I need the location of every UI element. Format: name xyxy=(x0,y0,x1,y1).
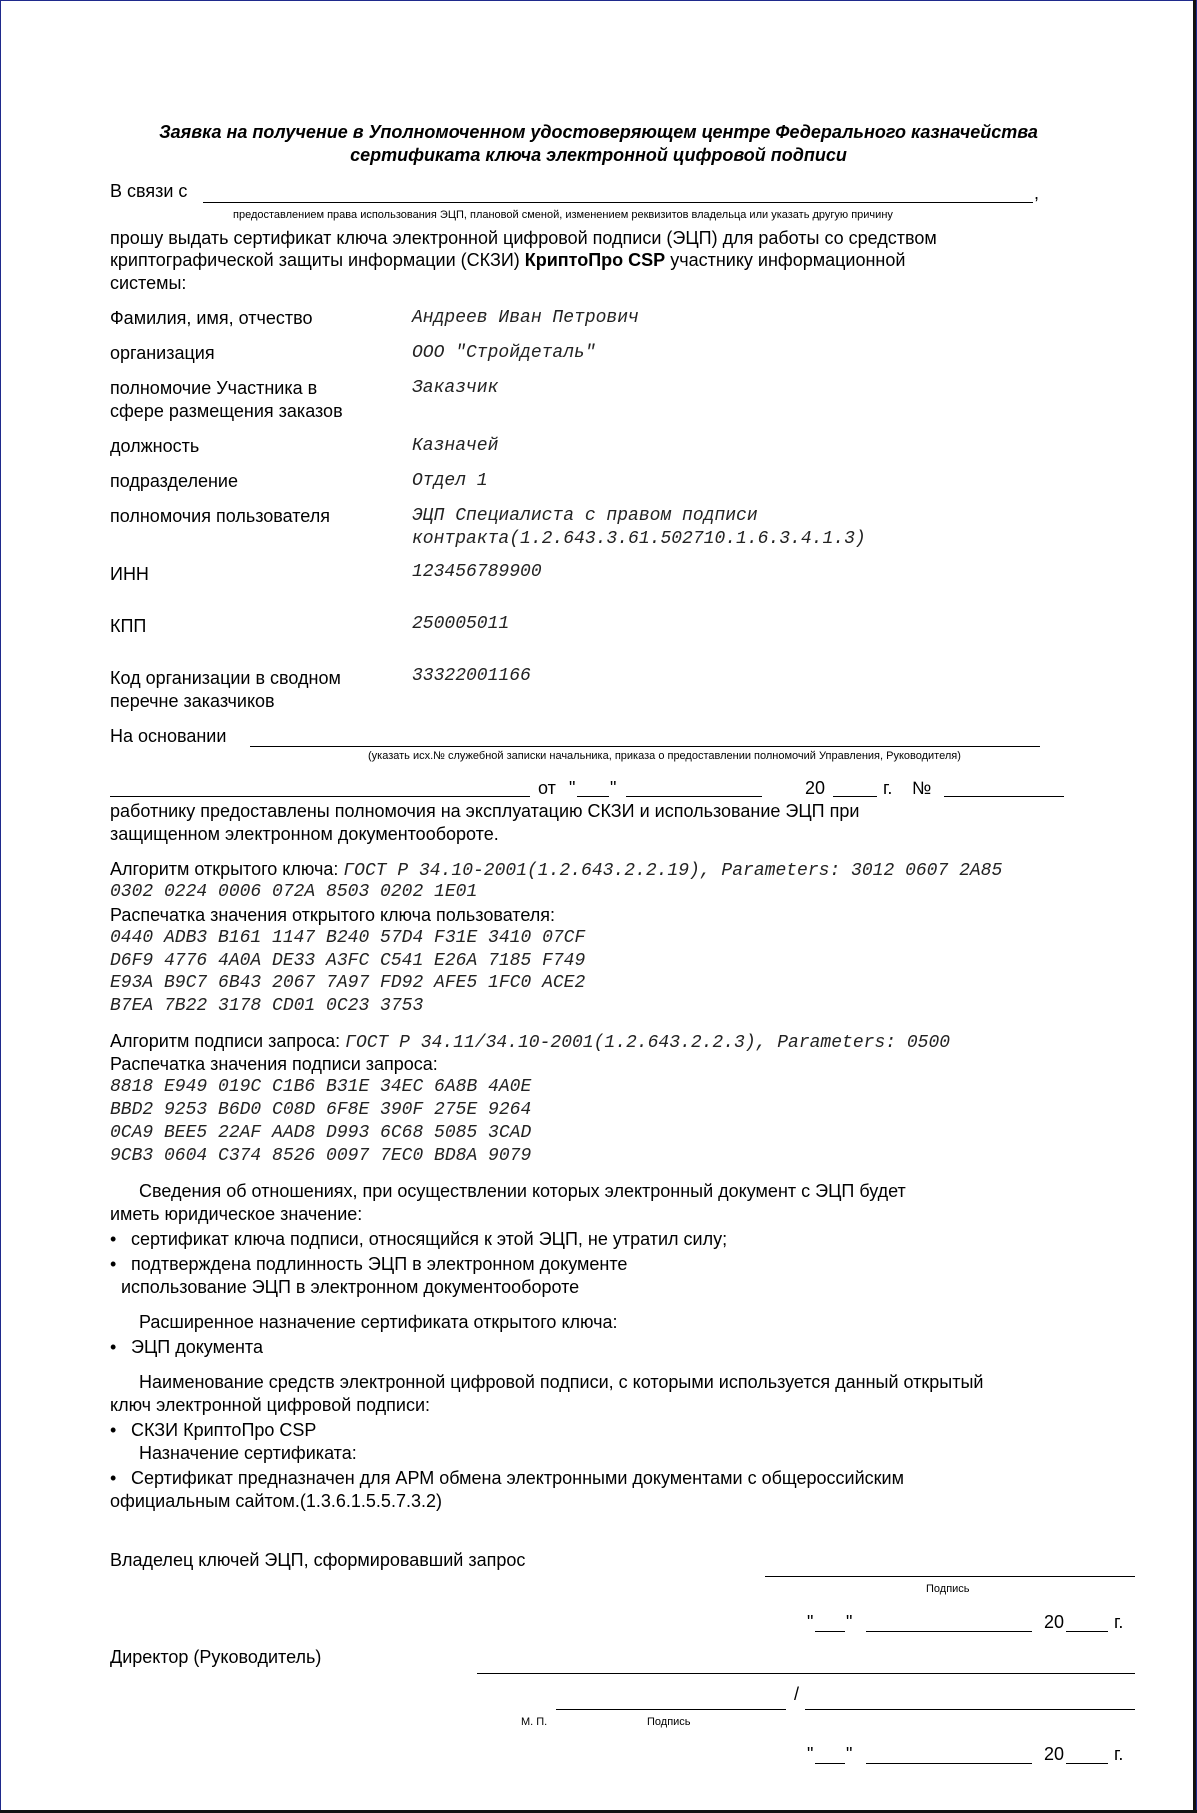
purpose-bullet: • xyxy=(110,1468,117,1488)
owner-signature-hint: Подпись xyxy=(926,1583,970,1595)
org-label: организация xyxy=(110,343,215,363)
pubkey-print-line: D6F9 4776 4A0A DE33 A3FC C541 E26A 7185 F749 xyxy=(110,951,586,971)
basis-text-line2: защищенном электронном документообороте. xyxy=(110,824,499,844)
extended-purpose-title: Расширенное назначение сертификата открытого ключа: xyxy=(139,1312,618,1332)
tools-bullet: • xyxy=(110,1420,117,1440)
fio-label: Фамилия, имя, отчество xyxy=(110,308,313,328)
user-authority-value-line2: контракта(1.2.643.3.61.502710.1.6.3.4.1.3) xyxy=(412,529,866,549)
basis-quote-open: " xyxy=(569,778,576,798)
tools-intro-line1: Наименование средств электронной цифровой подписи, с которыми используется данный открытый xyxy=(139,1372,984,1392)
signature-algo: Алгоритм подписи запроса: ГОСТ Р 34.11/34.10-2001(1.2.643.2.2.3), Parameters: 0500 xyxy=(110,1031,951,1053)
org-code-value: 33322001166 xyxy=(412,666,531,686)
signature-print-line: 9CB3 0604 C374 8526 0097 7EC0 BD8A 9079 xyxy=(110,1146,532,1166)
pubkey-print-line: 0440 ADB3 B161 1147 B240 57D4 F31E 3410 07CF xyxy=(110,928,586,948)
relations-item2: подтверждена подлинность ЭЦП в электронном документе xyxy=(131,1254,628,1274)
relations-item1: сертификат ключа подписи, относящийся к этой ЭЦП, не утратил силу; xyxy=(131,1229,728,1249)
relations-bullet: • xyxy=(110,1229,117,1249)
basis-number-line xyxy=(944,796,1064,797)
signature-print-label: Распечатка значения подписи запроса: xyxy=(110,1054,438,1074)
basis-doc-line xyxy=(110,796,530,797)
basis-label: На основании xyxy=(110,726,227,746)
basis-fill-line xyxy=(250,746,1040,747)
position-value: Казначей xyxy=(412,436,499,456)
request-line1: прошу выдать сертификат ключа электронной цифровой подписи (ЭЦП) для работы со средством xyxy=(110,228,937,248)
director-year-prefix: 20 xyxy=(1044,1744,1065,1764)
pubkey-print-line: E93A B9C7 6B43 2067 7A97 FD92 AFE5 1FC0 ACE2 xyxy=(110,973,586,993)
basis-year-prefix: 20 xyxy=(805,778,826,798)
relations-intro-line1: Сведения об отношениях, при осуществлении которых электронный документ с ЭЦП будет xyxy=(139,1181,906,1201)
basis-year-suffix: г. xyxy=(883,778,893,798)
signature-print-line: 0CA9 BEE5 22AF AAD8 D993 6C68 5085 3CAD xyxy=(110,1123,532,1143)
tools-item1: СКЗИ КриптоПро CSP xyxy=(131,1420,317,1440)
director-day-line xyxy=(815,1763,845,1764)
basis-number-sign: № xyxy=(912,778,932,798)
org-code-label-line1: Код организации в сводном xyxy=(110,668,341,688)
director-month-line xyxy=(866,1763,1032,1764)
authority-value: Заказчик xyxy=(412,378,499,398)
relations-item2-continuation: использование ЭЦП в электронном документообороте xyxy=(121,1277,580,1297)
owner-year-prefix: 20 xyxy=(1044,1612,1065,1632)
org-code-label-line2: перечне заказчиков xyxy=(110,691,275,711)
user-authority-label: полномочия пользователя xyxy=(110,506,330,526)
reason-hint: предоставлением права использования ЭЦП, плановой сменой, изменением реквизитов владельца или указать другую причину xyxy=(233,209,893,221)
reason-label: В связи с xyxy=(110,181,188,201)
relations-bullet: • xyxy=(110,1254,117,1274)
authority-label-line2: сфере размещения заказов xyxy=(110,401,343,421)
owner-day-line xyxy=(815,1631,845,1632)
document-title-line1: Заявка на получение в Уполномоченном удостоверяющем центре Федерального казначейства xyxy=(159,122,1038,142)
request-line3: системы: xyxy=(110,273,187,293)
page-shadow-right xyxy=(1193,0,1196,1813)
kpp-label: КПП xyxy=(110,616,147,636)
signature-print-line: BBD2 9253 B6D0 C08D 6F8E 390F 275E 9264 xyxy=(110,1100,532,1120)
pubkey-algo: Алгоритм открытого ключа: ГОСТ Р 34.10-2001(1.2.643.2.2.19), Parameters: 3012 0607 2A85 xyxy=(110,859,1003,881)
owner-month-line xyxy=(866,1631,1032,1632)
fio-value: Андреев Иван Петрович xyxy=(412,308,639,328)
basis-month-line xyxy=(626,796,762,797)
owner-year-suffix: г. xyxy=(1114,1612,1124,1632)
position-label: должность xyxy=(110,436,200,456)
department-label: подразделение xyxy=(110,471,238,491)
relations-intro-line2: иметь юридическое значение: xyxy=(110,1204,363,1224)
pubkey-print-line: B7EA 7B22 3178 CD01 0C23 3753 xyxy=(110,996,424,1016)
user-authority-value-line1: ЭЦП Специалиста с правом подписи xyxy=(412,506,758,526)
basis-hint: (указать исх.№ служебной записки начальника, приказа о предоставлении полномочий Управления, Руководителя) xyxy=(368,750,961,762)
pubkey-print-label: Распечатка значения открытого ключа пользователя: xyxy=(110,905,556,925)
purpose-title: Назначение сертификата: xyxy=(139,1443,357,1463)
director-quote-open: " xyxy=(807,1744,814,1764)
signature-print-line: 8818 E949 019C C1B6 B31E 34EC 6A8B 4A0E xyxy=(110,1077,532,1097)
request-line2: криптографической защиты информации (СКЗИ) КриптоПро CSP участнику информационной xyxy=(110,250,906,270)
reason-comma: , xyxy=(1034,183,1040,203)
owner-signature-line xyxy=(765,1576,1135,1577)
reason-fill-line xyxy=(203,202,1033,203)
pubkey-algo-value-line2: 0302 0224 0006 072A 8503 0202 1E01 xyxy=(110,882,478,902)
tools-intro-line2: ключ электронной цифровой подписи: xyxy=(110,1395,431,1415)
basis-from: от xyxy=(538,778,556,798)
director-label: Директор (Руководитель) xyxy=(110,1647,322,1667)
inn-value: 123456789900 xyxy=(412,562,542,582)
basis-quote-close: " xyxy=(610,778,617,798)
owner-quote-close: " xyxy=(846,1612,853,1632)
director-year-line xyxy=(1066,1763,1108,1764)
extended-item1: ЭЦП документа xyxy=(131,1337,263,1357)
director-quote-close: " xyxy=(846,1744,853,1764)
document-title-line2: сертификата ключа электронной цифровой подписи xyxy=(350,145,847,165)
org-value: ООО "Стройдеталь" xyxy=(412,343,596,363)
inn-label: ИНН xyxy=(110,564,149,584)
basis-text-line1: работнику предоставлены полномочия на эксплуатацию СКЗИ и использование ЭЦП при xyxy=(110,801,860,821)
director-signature-hint: Подпись xyxy=(647,1716,691,1728)
department-value: Отдел 1 xyxy=(412,471,488,491)
stamp-place-label: М. П. xyxy=(521,1716,548,1728)
purpose-line2: официальным сайтом.(1.3.6.1.5.5.7.3.2) xyxy=(110,1491,442,1511)
director-decoding-line xyxy=(805,1709,1135,1710)
purpose-line1: Сертификат предназначен для АРМ обмена электронными документами с общероссийским xyxy=(131,1468,904,1488)
director-year-suffix: г. xyxy=(1114,1744,1124,1764)
director-signature-line xyxy=(556,1709,786,1710)
owner-year-line xyxy=(1066,1631,1108,1632)
extended-bullet: • xyxy=(110,1337,117,1357)
basis-day-line xyxy=(577,796,609,797)
basis-year-line xyxy=(833,796,877,797)
authority-label-line1: полномочие Участника в xyxy=(110,378,318,398)
director-name-line xyxy=(477,1673,1135,1674)
owner-quote-open: " xyxy=(807,1612,814,1632)
kpp-value: 250005011 xyxy=(412,614,510,634)
director-slash: / xyxy=(794,1684,800,1704)
owner-label: Владелец ключей ЭЦП, сформировавший запрос xyxy=(110,1550,526,1570)
